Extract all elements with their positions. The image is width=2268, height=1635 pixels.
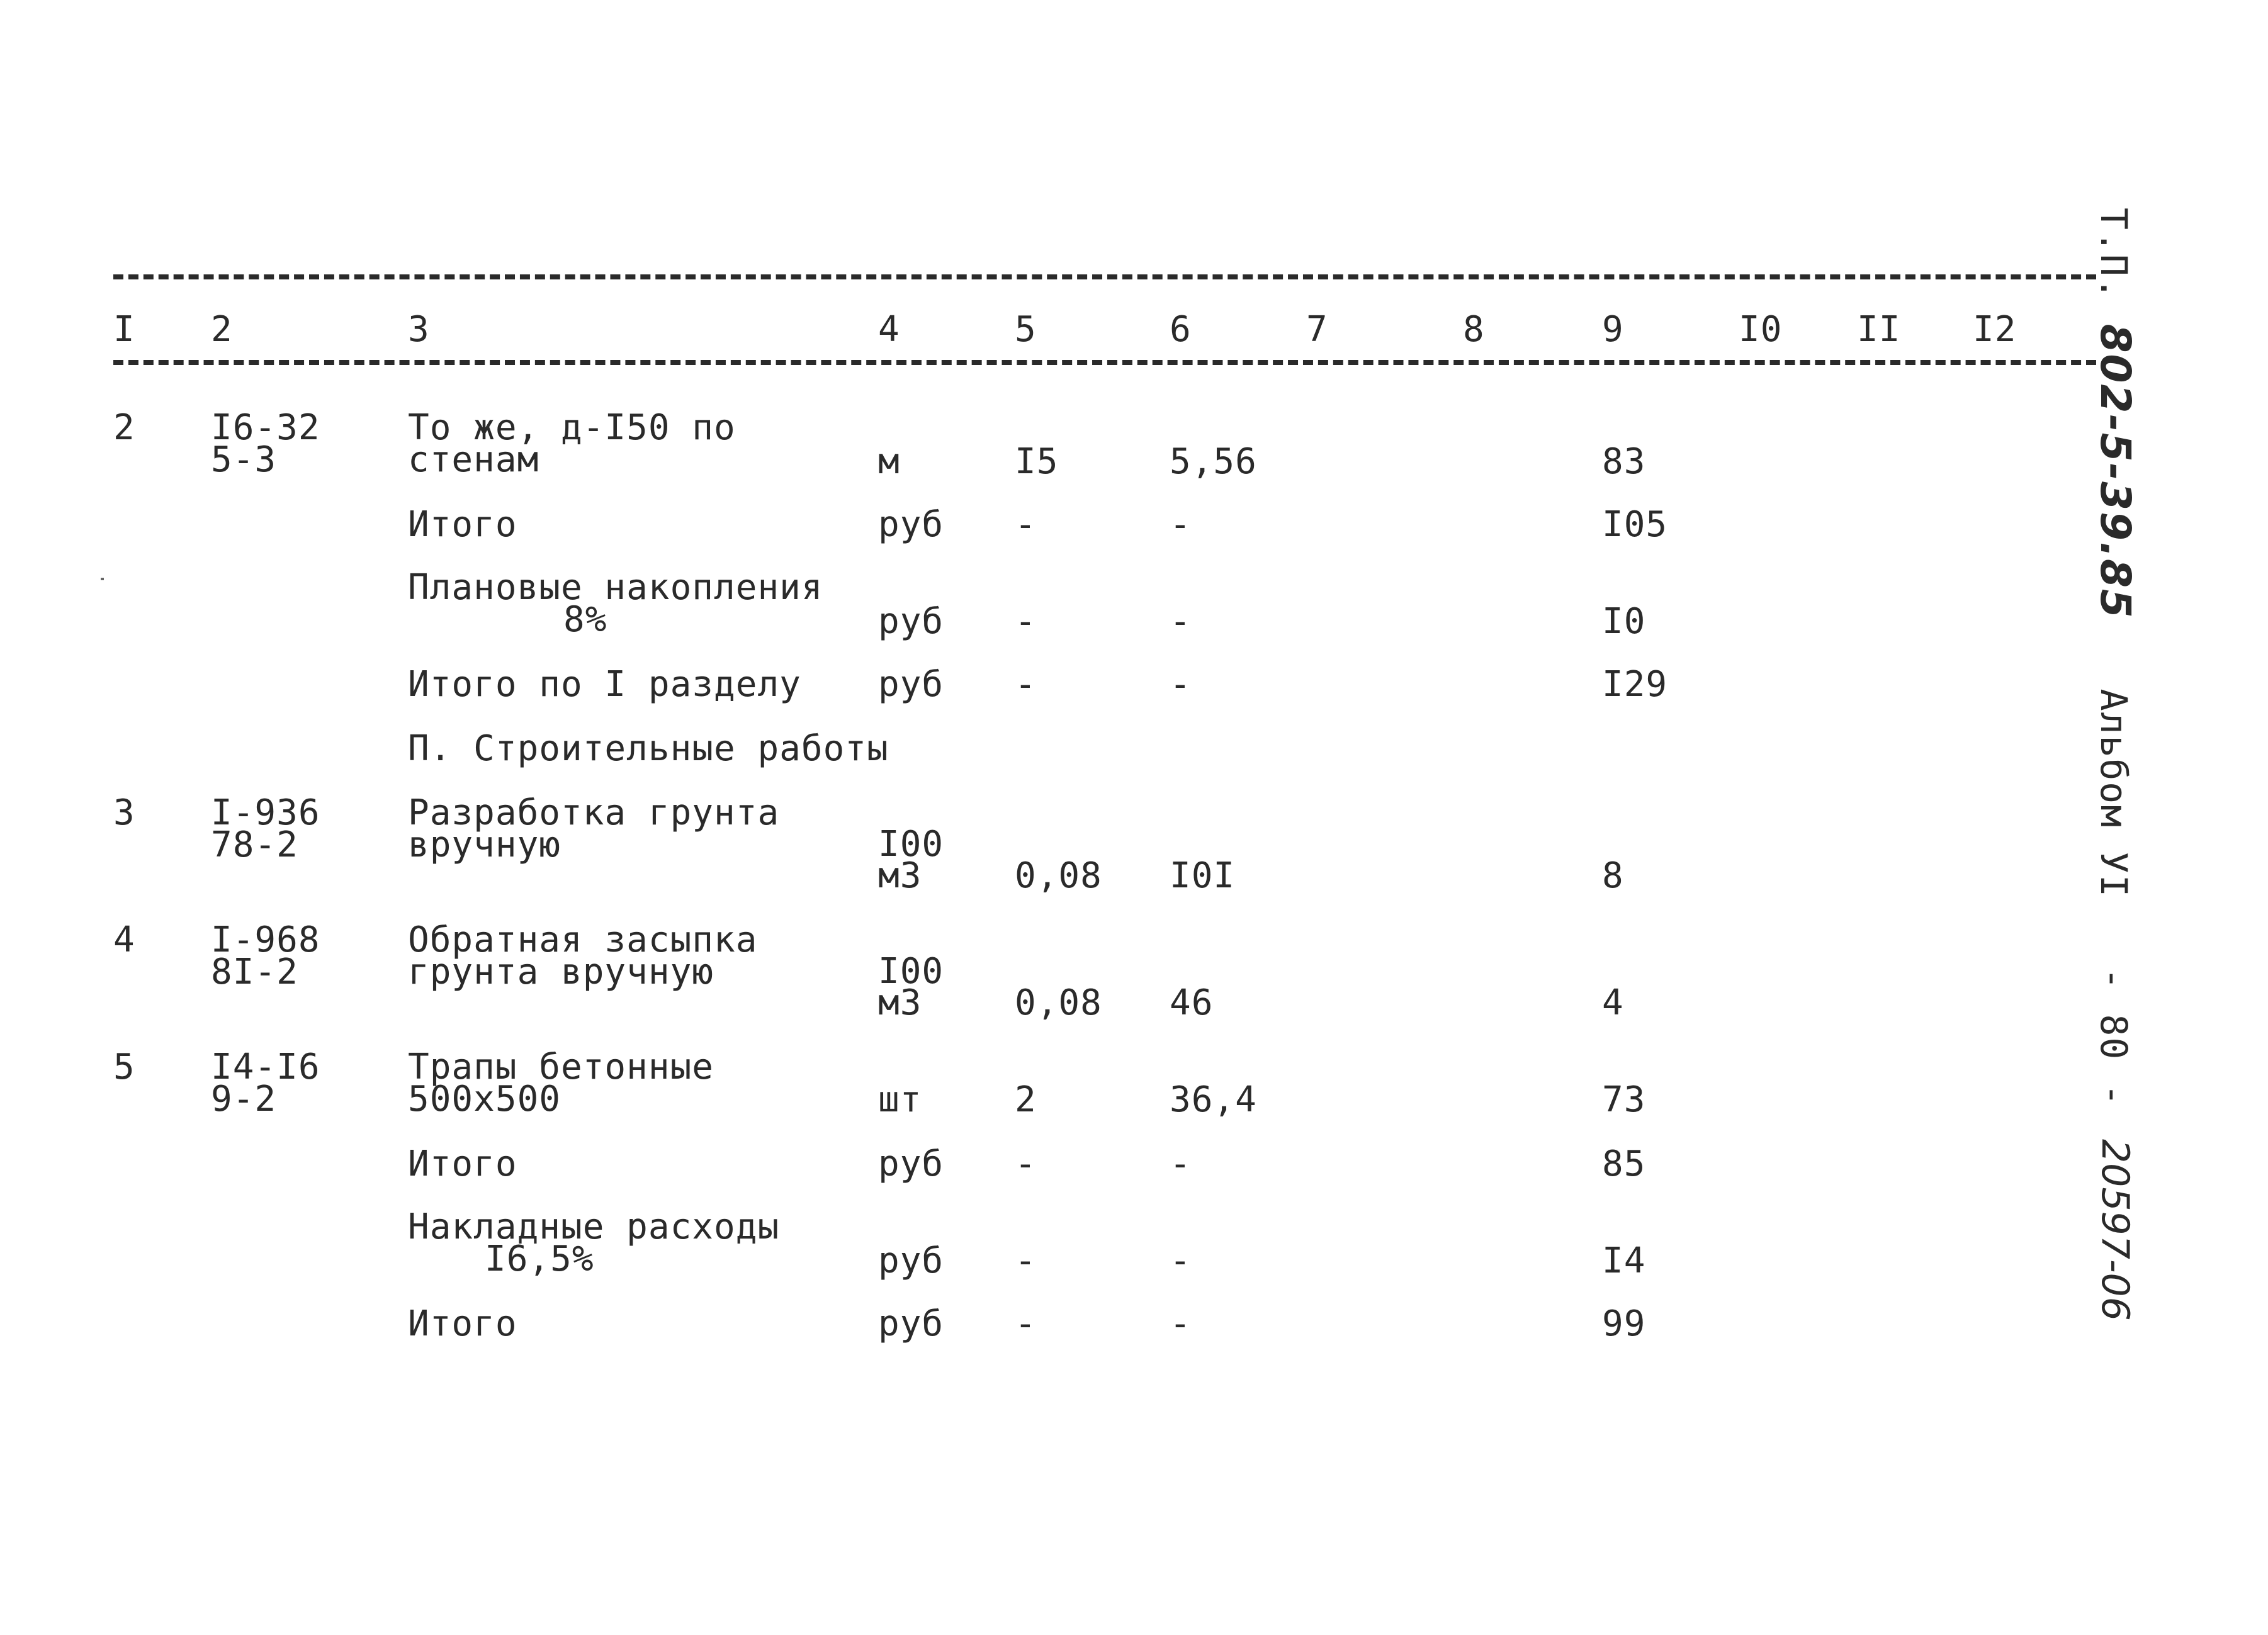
row-number: 4 (113, 919, 135, 960)
column-header: 7 (1306, 309, 1328, 350)
row-name: Итого (408, 504, 517, 545)
row-total: I4 (1602, 1240, 1646, 1281)
row-name: Обратная засыпка (408, 919, 758, 960)
page-number: - 80 - (2092, 967, 2135, 1108)
row-quantity: - (1015, 504, 1037, 545)
row-unit-price: - (1170, 504, 1192, 545)
row-quantity: I5 (1015, 441, 1059, 482)
header-top-rule (113, 274, 2096, 279)
row-unit-price: 5,56 (1170, 441, 1257, 482)
column-header: 5 (1015, 309, 1037, 350)
row-unit: руб (878, 1303, 944, 1344)
row-code: I-968 (211, 919, 320, 960)
row-unit-price: - (1170, 664, 1192, 705)
stamp-number: 20597-06 (2093, 1139, 2137, 1321)
row-quantity: 0,08 (1015, 855, 1102, 896)
row-total: I05 (1602, 504, 1668, 545)
row-name: Трапы бетонные (408, 1047, 714, 1087)
row-total: 99 (1602, 1303, 1646, 1344)
row-unit: I00 (878, 824, 944, 865)
row-name: То же, д-I50 по (408, 407, 736, 448)
row-code-sub: 9-2 (211, 1079, 277, 1120)
row-total: 4 (1602, 982, 1624, 1023)
archive-stamp (2093, 1139, 2137, 1321)
row-name: Итого (408, 1143, 517, 1184)
row-unit: руб (878, 1240, 944, 1281)
row-unit-price: I0I (1170, 855, 1236, 896)
scan-speck (101, 578, 104, 580)
row-total: 85 (1602, 1143, 1646, 1184)
row-unit: руб (878, 504, 944, 545)
row-quantity: - (1015, 1143, 1037, 1184)
row-name-cont: 8% (563, 599, 607, 640)
column-header: I0 (1739, 309, 1783, 350)
row-name-cont: стенам (408, 439, 539, 480)
project-prefix: Т.П. (2092, 208, 2135, 301)
margin-annotation (2091, 208, 2140, 1108)
row-code: I6-32 (211, 407, 320, 448)
column-header: 2 (211, 309, 233, 350)
row-quantity: - (1015, 1303, 1037, 1344)
column-header: 9 (1602, 309, 1624, 350)
row-unit-price: - (1170, 1240, 1192, 1281)
section-heading: П. Строительные работы (408, 728, 889, 769)
row-unit-price: - (1170, 601, 1192, 642)
row-name: Итого по I разделу (408, 664, 801, 705)
row-quantity: - (1015, 664, 1037, 705)
column-header: 4 (878, 309, 900, 350)
row-number: 3 (113, 792, 135, 833)
column-header: I2 (1973, 309, 2017, 350)
row-name-cont: 500х500 (408, 1079, 561, 1120)
row-quantity: 2 (1015, 1079, 1037, 1120)
row-name: Итого (408, 1303, 517, 1344)
row-code-sub: 5-3 (211, 439, 277, 480)
row-unit: руб (878, 601, 944, 642)
row-unit: м (878, 441, 900, 482)
row-number: 2 (113, 407, 135, 448)
row-total: I0 (1602, 601, 1646, 642)
row-total: 8 (1602, 855, 1624, 896)
row-unit-price: 46 (1170, 982, 1214, 1023)
row-name-cont: вручную (408, 824, 561, 865)
row-unit-price: 36,4 (1170, 1079, 1257, 1120)
row-unit: руб (878, 1143, 944, 1184)
row-code: I4-I6 (211, 1047, 320, 1087)
header-bottom-rule (113, 360, 2096, 365)
column-header: 3 (408, 309, 430, 350)
row-number: 5 (113, 1047, 135, 1087)
row-code: I-936 (211, 792, 320, 833)
column-header: 6 (1170, 309, 1192, 350)
row-unit: I00 (878, 951, 944, 992)
row-name: Разработка грунта (408, 792, 780, 833)
row-name: Накладные расходы (408, 1206, 780, 1247)
row-name-cont: I6,5% (485, 1239, 594, 1279)
row-unit-sub: м3 (878, 982, 922, 1023)
row-code-sub: 78-2 (211, 824, 298, 865)
row-total: I29 (1602, 664, 1668, 705)
row-name: Плановые накопления (408, 567, 823, 608)
row-unit: руб (878, 664, 944, 705)
row-unit-sub: м3 (878, 855, 922, 896)
row-unit: шт (878, 1079, 922, 1120)
column-header: 8 (1463, 309, 1485, 350)
row-quantity: 0,08 (1015, 982, 1102, 1023)
row-unit-price: - (1170, 1303, 1192, 1344)
column-header: II (1857, 309, 1901, 350)
project-number: 802-5-39.85 (2091, 323, 2140, 619)
row-code-sub: 8I-2 (211, 952, 298, 992)
row-quantity: - (1015, 1240, 1037, 1281)
column-header: I (113, 309, 135, 350)
row-name-cont: грунта вручную (408, 952, 714, 992)
row-quantity: - (1015, 601, 1037, 642)
row-unit-price: - (1170, 1143, 1192, 1184)
row-total: 83 (1602, 441, 1646, 482)
album-label: Альбом УI (2092, 688, 2135, 898)
row-total: 73 (1602, 1079, 1646, 1120)
